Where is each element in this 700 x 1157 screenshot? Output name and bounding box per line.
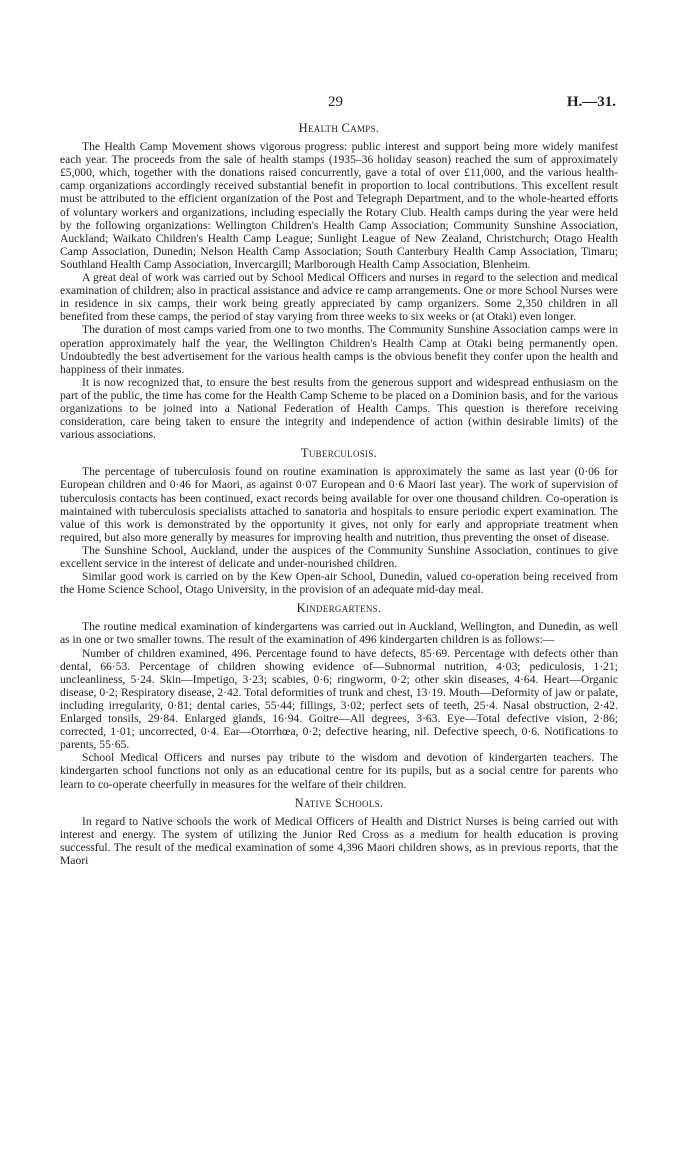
paragraph: A great deal of work was carried out by School Medical Officers and nurses in regard to the selection and medical examination of children; also in practical assistance and advice re camp arrangements. One or more School Nurses were in residence in six camps, their work being greatly appreciated by camp organizers. Some 2,350 children in all benefited from these camps, the period of stay varying from three weeks to six weeks or (at Otaki) even longer. [60,271,618,324]
page-number: 29 [328,94,343,110]
section-native-schools [60,797,618,867]
section-heading: Kindergartens. [296,601,382,616]
section-heading: Tuberculosis. [300,446,378,461]
section-heading: Native Schools. [294,795,384,810]
paragraph: School Medical Officers and nurses pay tribute to the wisdom and devotion of kindergarten teachers. The kindergarten school functions not only as an educational centre for its pupils, but as a social centre for parents who learn to co-operate cheerfully in measures for the welfare of their children. [60,751,618,791]
section-health-camps [60,122,618,441]
paragraph: The Sunshine School, Auckland, under the auspices of the Community Sunshine Association, continues to give excellent service in the interest of delicate and under-nourished children. [60,543,618,570]
section-kindergartens [60,602,618,790]
paragraph: The Health Camp Movement shows vigorous progress: public interest and support being more widely manifest each year. The proceeds from the sale of health stamps (1935–36 holiday season) reached the sum of approximately £5,000, which, together with the donations raised concurrently, gave a total of over £11,000, and the various health-camp organizations accordingly received substantial benefit in proportion to local contributions. This excellent result must be attributed to the efficient organization of the Post and Telegraph Department, and to the whole-hearted efforts of voluntary workers and organizations, including especially the Rotary Club. Health camps during the year were held by the following organizations: Wellington Children's Health Camp Association; Community Sunshine Association, Auckland; Waikato Children's Health Camp League; Sunlight League of New Zealand, Christchurch; Otago Health Camp Association, Dunedin; Nelson Health Camp Association; South Canterbury Health Camp Association, Timaru; Southland Health Camp Association, Invercargill; Marlborough Health Camp Association, Blenheim. [60,140,618,271]
paragraph: The routine medical examination of kindergartens was carried out in Auckland, Wellington, and Dunedin, as well as in one or two smaller towns. The result of the examination of 496 kindergarten children is as follows:— [60,620,618,647]
section-tuberculosis [60,447,618,596]
page-header [60,96,618,118]
paragraph: It is now recognized that, to ensure the best results from the generous support and widespread enthusiasm on the part of the public, the time has come for the Health Camp Scheme to be placed on a Dominion basis, and for the various organizations to be joined into a National Federation of Health Camps. This question is therefore receiving consideration, care being taken to ensure the integrity and independence of action (within desirable limits) of the various associations. [60,375,618,442]
paragraph: Similar good work is carried on by the Kew Open-air School, Dunedin, valued co-operation being received from the Home Science School, Otago University, in the provision of an adequate mid-day meal. [60,570,618,597]
paragraph: The percentage of tuberculosis found on routine examination is approximately the same as last year (0·06 for European children and 0·46 for Maori, as against 0·07 European and 0·6 Maori last year). The work of supervision of tuberculosis contacts has been continued, exact records being available for over one thousand children. Co-operation is maintained with tuberculosis specialists attached to sanatoria and hospitals to ensure periodic expert examination. The value of this work is demonstrated by the opportunity it gives, not only for early and appropriate treatment when required, but also more generally by measures for improving health and nutrition, thus preventing the onset of disease. [60,465,618,544]
paragraph: The duration of most camps varied from one to two months. The Community Sunshine Association camps were in operation approximately half the year, the Wellington Children's Health Camp at Otaki being permanently open. Undoubtedly the best advertisement for the various health camps is the obvious benefit they confer upon the health and happiness of their inmates. [60,323,618,376]
document-page [60,96,618,873]
document-reference: H.—31. [566,94,616,110]
paragraph: Number of children examined, 496. Percentage found to have defects, 85·69. Percentage with defects other than dental, 66·53. Percentage of children showing evidence of—Subnormal nutrition, 4·03; pediculosis, 1·21; uncleanliness, 5·24. Skin—Impetigo, 3·23; scabies, 0·6; ringworm, 0·2; other skin diseases, 4·64. Heart—Organic disease, 0·2; Respiratory disease, 2·42. Total deformities of trunk and chest, 13·19. Mouth—Deformity of jaw or palate, including irregularity, 0·81; dental caries, 55·44; fillings, 3·02; perfect sets of teeth, 25·4. Nasal obstruction, 2·42. Enlarged tonsils, 29·84. Enlarged glands, 16·94. Goitre—All degrees, 3·63. Eye—Total defective vision, 2·86; corrected, 1·01; uncorrected, 0·4. Ear—Otorrhœa, 0·2; defective hearing, nil. Defective speech, 0·6. Notifications to parents, 55·65. [60,646,618,752]
section-heading: Health Camps. [298,121,380,135]
paragraph: In regard to Native schools the work of Medical Officers of Health and District Nurses is being carried out with interest and energy. The system of utilizing the Junior Red Cross as a medium for health education is proving successful. The result of the medical examination of some 4,396 Maori children shows, as in previous reports, that the Maori [60,814,618,867]
